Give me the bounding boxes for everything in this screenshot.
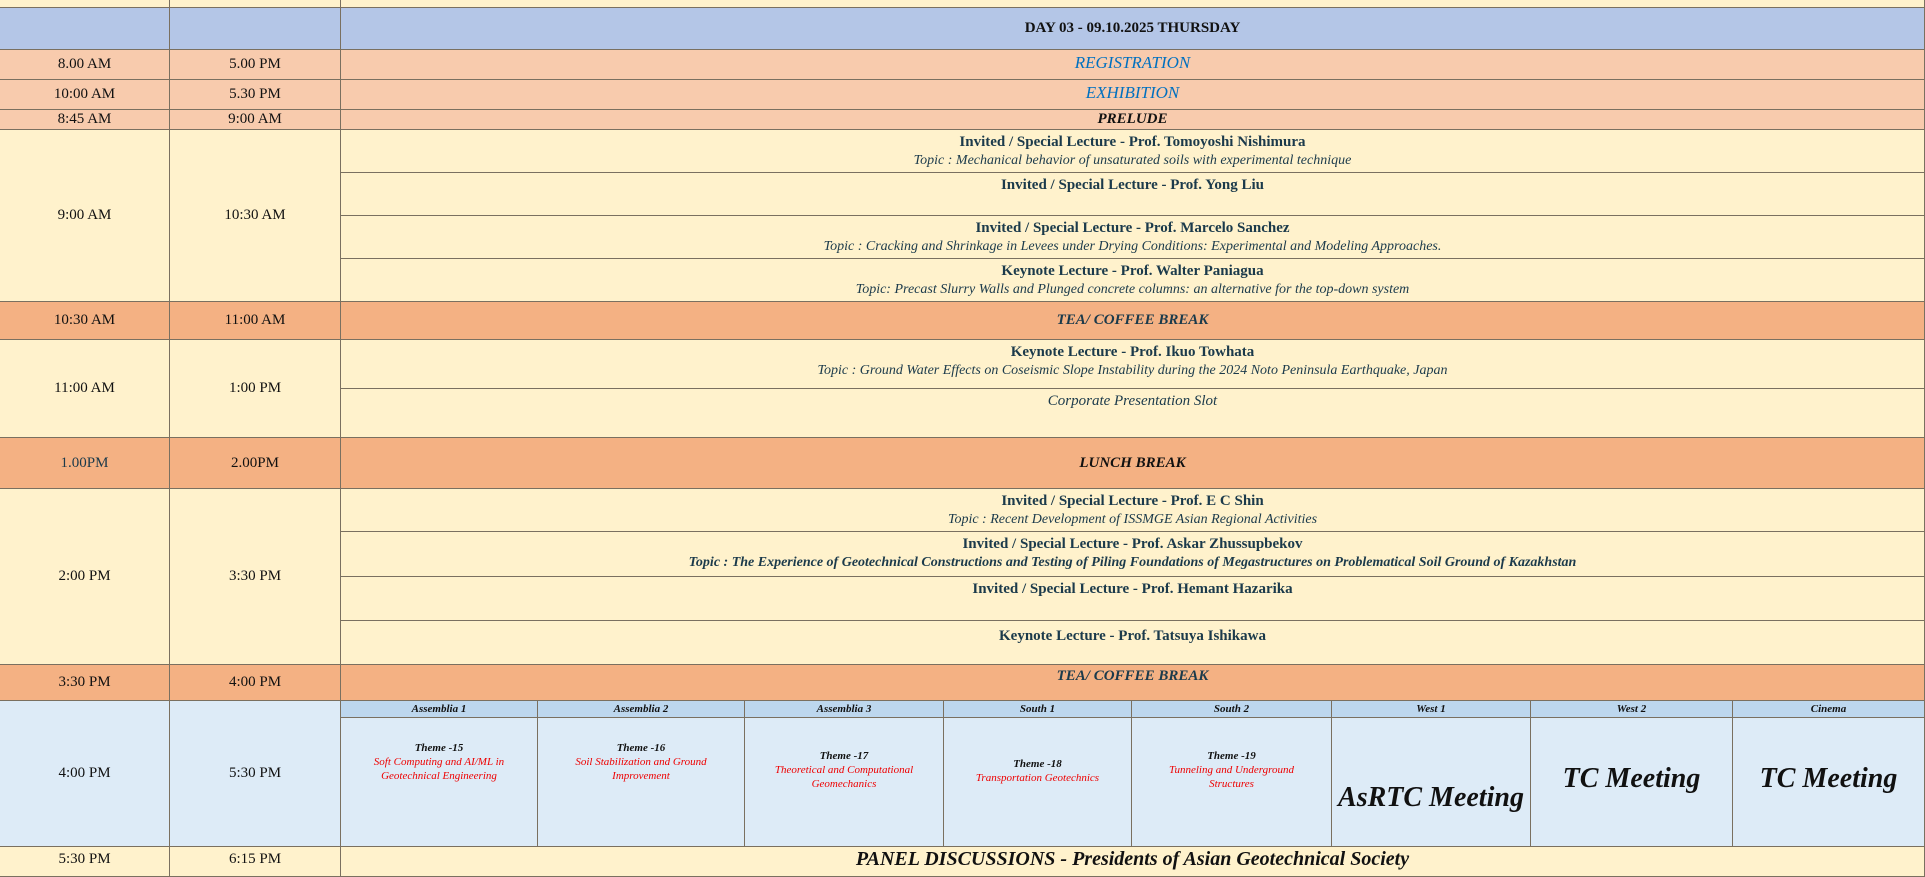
room-name: Cinema	[1810, 703, 1847, 715]
time-text: 9:00 AM	[228, 111, 282, 127]
theme-cell	[944, 718, 1132, 847]
theme-number: Theme -18	[1013, 758, 1062, 770]
time-text: 3:30 PM	[228, 568, 282, 584]
theme-title: Tunneling and Underground Structures	[1168, 764, 1295, 790]
theme-title: Soil Stabilization and Ground Improvement	[575, 756, 707, 782]
session-title: Invited / Special Lecture - Prof. Marcelo Sanchez	[975, 220, 1290, 236]
time-text: 4:00 PM	[58, 765, 111, 781]
room-header	[944, 701, 1132, 718]
room-header	[538, 701, 745, 718]
time-text: 5.00 PM	[229, 56, 281, 72]
session-cell	[341, 489, 1925, 532]
session-title: Invited / Special Lecture - Prof. Askar Zhussupbekov	[962, 536, 1303, 552]
time-text: 10:30 AM	[53, 312, 116, 328]
session-title: Corporate Presentation Slot	[1047, 393, 1218, 409]
time-text: 2.00PM	[231, 454, 279, 471]
end-time	[170, 80, 341, 110]
start-time	[0, 489, 170, 665]
session-title: Keynote Lecture - Prof. Tatsuya Ishikawa	[999, 628, 1266, 644]
session-title: Invited / Special Lecture - Prof. Yong Liu	[1000, 177, 1265, 193]
theme-title: Theoretical and Computational Geomechanics	[774, 764, 914, 790]
end-time	[170, 665, 341, 701]
room-header	[1332, 701, 1531, 718]
time-text: 5:30 PM	[228, 765, 282, 781]
start-time	[0, 80, 170, 110]
tea-break-row	[341, 665, 1925, 701]
time-text: 8.00 AM	[57, 56, 112, 72]
session-cell	[341, 340, 1925, 389]
theme-title: Soft Computing and AI/ML in Geotechnical Engineering	[373, 756, 505, 782]
session-topic: Topic : Mechanical behavior of unsaturated soils with experimental technique	[913, 153, 1352, 168]
room-header	[1733, 701, 1925, 718]
meeting-cell	[1531, 718, 1733, 847]
session-title: Invited / Special Lecture - Prof. Tomoyoshi Nishimura	[959, 134, 1306, 150]
room-name: South 2	[1213, 703, 1250, 715]
room-name: Assemblia 2	[613, 703, 669, 715]
exhibition-label: EXHIBITION	[1085, 83, 1180, 102]
time-text: 8:45 AM	[57, 111, 112, 127]
lunch-break-row	[341, 438, 1925, 489]
session-cell	[341, 173, 1925, 216]
room-name: South 1	[1019, 703, 1056, 715]
registration-label: REGISTRATION	[1074, 53, 1191, 72]
tea-break-label: TEA/ COFFEE BREAK	[1056, 668, 1209, 684]
start-time	[0, 665, 170, 701]
time-text: 11:00 AM	[54, 380, 115, 396]
room-header	[1531, 701, 1733, 718]
session-title: Invited / Special Lecture - Prof. Hemant Hazarika	[972, 581, 1293, 597]
session-title: Invited / Special Lecture - Prof. E C Shin	[1001, 493, 1264, 509]
meeting-cell	[1332, 718, 1531, 847]
start-time	[0, 130, 170, 302]
top-strip-cell	[170, 0, 341, 8]
header-end-cell	[170, 8, 341, 50]
end-time	[170, 110, 341, 130]
start-time	[0, 302, 170, 340]
meeting-cell	[1733, 718, 1925, 847]
session-topic: Topic: Precast Slurry Walls and Plunged concrete columns: an alternative for the top-down system	[855, 282, 1410, 297]
meeting-title: TC Meeting	[1759, 763, 1898, 794]
time-text: 9:00 AM	[57, 207, 112, 223]
end-time	[170, 302, 341, 340]
header-start-cell	[0, 8, 170, 50]
end-time	[170, 130, 341, 302]
time-text: 11:00 AM	[224, 312, 286, 328]
time-text: 5.30 PM	[229, 86, 281, 102]
meeting-title: AsRTC Meeting	[1338, 782, 1524, 813]
time-text: 10:30 AM	[224, 207, 286, 223]
session-topic: Topic : Cracking and Shrinkage in Levees under Drying Conditions: Experimental and Modeling Approaches.	[823, 239, 1442, 254]
end-time	[170, 489, 341, 665]
day-title-text: DAY 03 - 09.10.2025 THURSDAY	[1024, 20, 1241, 36]
exhibition-row	[341, 80, 1925, 110]
theme-title: Transportation Geotechnics	[975, 772, 1100, 784]
session-cell	[341, 259, 1925, 302]
room-name: Assemblia 3	[816, 703, 872, 715]
room-header	[341, 701, 538, 718]
session-cell	[341, 216, 1925, 259]
time-text: 1:00 PM	[228, 380, 282, 396]
time-text: 6:15 PM	[228, 851, 282, 867]
room-name: West 2	[1616, 703, 1647, 715]
end-time	[170, 50, 341, 80]
top-strip-cell	[0, 0, 170, 8]
room-header	[1132, 701, 1332, 718]
start-time	[0, 438, 170, 489]
session-topic: Topic : Recent Development of ISSMGE Asian Regional Activities	[947, 512, 1318, 527]
time-text: 10:00 AM	[53, 86, 116, 102]
start-time	[0, 701, 170, 847]
time-text: 1.00PM	[60, 454, 109, 471]
time-text: 4:00 PM	[228, 674, 282, 690]
session-cell	[341, 389, 1925, 438]
theme-number: Theme -15	[414, 742, 464, 754]
theme-cell	[538, 718, 745, 847]
meeting-title: TC Meeting	[1562, 763, 1701, 794]
time-text: 5:30 PM	[58, 851, 111, 867]
panel-discussion-label: PANEL DISCUSSIONS - Presidents of Asian Geotechnical Society	[855, 848, 1410, 870]
theme-cell	[745, 718, 944, 847]
end-time	[170, 701, 341, 847]
theme-cell	[341, 718, 538, 847]
registration-row	[341, 50, 1925, 80]
session-cell	[341, 532, 1925, 577]
theme-number: Theme -19	[1207, 750, 1256, 762]
tea-break-row	[341, 302, 1925, 340]
start-time	[0, 340, 170, 438]
prelude-row	[341, 110, 1925, 130]
time-text: 2:00 PM	[58, 568, 111, 584]
theme-number: Theme -16	[616, 742, 666, 754]
room-name: West 1	[1416, 703, 1446, 715]
tea-break-label: TEA/ COFFEE BREAK	[1056, 312, 1209, 328]
time-text: 3:30 PM	[58, 674, 111, 690]
top-strip-cell	[341, 0, 1925, 8]
day-title	[341, 8, 1925, 50]
session-title: Keynote Lecture - Prof. Ikuo Towhata	[1010, 344, 1255, 360]
session-topic: Topic : The Experience of Geotechnical Constructions and Testing of Piling Foundations of Megastructures on Problematical Soil Ground of Kazakhstan	[688, 555, 1577, 570]
end-time	[170, 438, 341, 489]
start-time	[0, 110, 170, 130]
lunch-break-label: LUNCH BREAK	[1079, 454, 1186, 471]
session-cell	[341, 577, 1925, 621]
session-cell	[341, 621, 1925, 665]
session-topic: Topic : Ground Water Effects on Coseismic Slope Instability during the 2024 Noto Peninsula Earthquake, Japan	[817, 363, 1448, 378]
room-name: Assemblia 1	[411, 703, 467, 715]
start-time	[0, 50, 170, 80]
session-title: Keynote Lecture - Prof. Walter Paniagua	[1001, 263, 1264, 279]
session-cell	[341, 130, 1925, 173]
room-header	[745, 701, 944, 718]
theme-number: Theme -17	[819, 750, 869, 762]
end-time	[170, 340, 341, 438]
theme-cell	[1132, 718, 1332, 847]
prelude-label: PRELUDE	[1097, 111, 1168, 127]
